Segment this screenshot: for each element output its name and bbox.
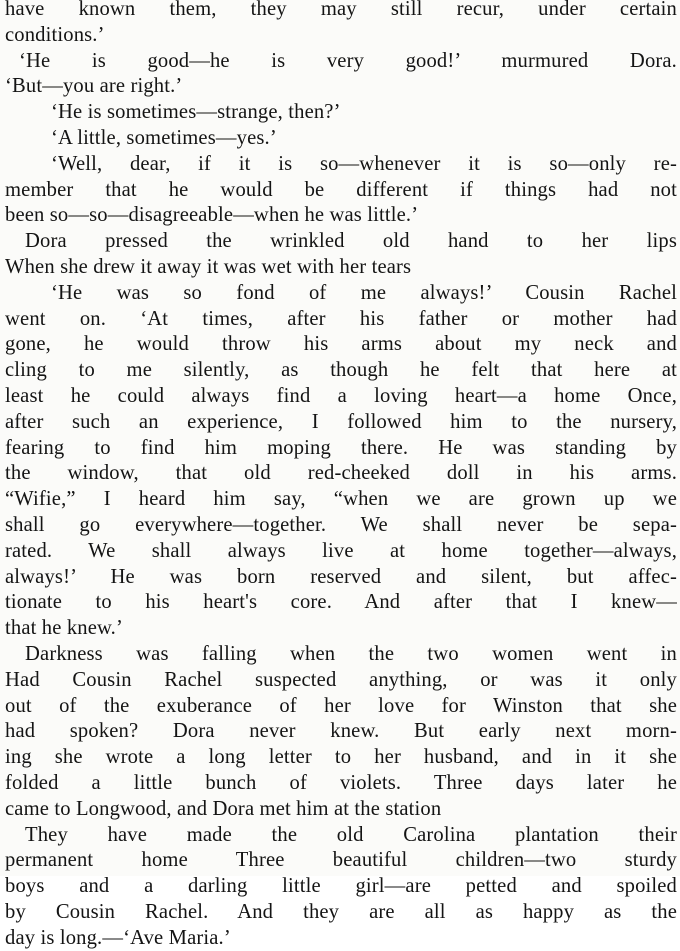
text-line: When she drew it away it was wet with her tears [5,255,412,278]
text-line: Dora pressed the wrinkled old hand to her lips [25,230,677,253]
text-line: ‘He was so fond of me always!’ Cousin Rachel [51,281,677,304]
text-line: have known them, they may still recur, under certain [5,0,677,20]
text-line: ‘Well, dear, if it is so—whenever it is so—only re- [51,152,677,175]
text-line: been so—so—disagreeable—when he was little.’ [5,204,419,227]
text-line: conditions.’ [5,23,105,46]
text-line: gone, he would throw his arms about my neck and [5,333,677,356]
text-line: by Cousin Rachel. And they are all as happy as the [5,900,677,923]
text-line: permanent home Three beautiful children—two sturdy [5,849,677,872]
text-line: ‘But—you are right.’ [5,75,183,98]
text-line: went on. ‘At times, after his father or mother had [5,307,677,330]
text-line: out of the exuberance of her love for Winston that she [5,694,677,717]
text-line: rated. We shall always live at home together—always, [5,539,677,562]
text-line: tionate to his heart's core. And after that I knew— [5,591,677,614]
text-line: ing she wrote a long letter to her husband, and in it she [5,746,677,769]
text-line: cling to me silently, as though he felt that here at [5,359,677,382]
text-line: after such an experience, I followed him to the nursery, [5,410,677,433]
text-line: member that he would be different if things had not [5,178,677,201]
text-line: day is long.—‘Ave Maria.’ [5,926,231,949]
text-line: that he knew.’ [5,617,123,640]
text-line: least he could always find a loving heart—a home Once, [5,384,677,407]
text-line: ‘A little, sometimes—yes.’ [51,126,277,149]
text-line: “Wifie,” I heard him say, “when we are grown up we [5,488,677,511]
text-line: Darkness was falling when the two women went in [25,642,677,665]
text-line: fearing to find him moping there. He was standing by [5,436,677,459]
article-text-column [5,0,677,951]
text-line: had spoken? Dora never knew. But early next morn- [5,720,677,743]
text-line: They have made the old Carolina plantation their [25,823,677,846]
text-line: ‘He is sometimes—strange, then?’ [51,101,341,124]
text-line: came to Longwood, and Dora met him at the station [5,797,442,820]
text-line: shall go everywhere—together. We shall never be sepa- [5,513,677,536]
text-line: Had Cousin Rachel suspected anything, or was it only [5,668,677,691]
text-line: folded a little bunch of violets. Three days later he [5,771,677,794]
text-line: ‘He is good—he is very good!’ murmured Dora. [19,49,677,72]
text-line: always!’ He was born reserved and silent, but affec- [5,565,677,588]
text-line: boys and a darling little girl—are petted and spoiled [5,875,677,898]
text-line: the window, that old red-cheeked doll in his arms. [5,462,677,485]
